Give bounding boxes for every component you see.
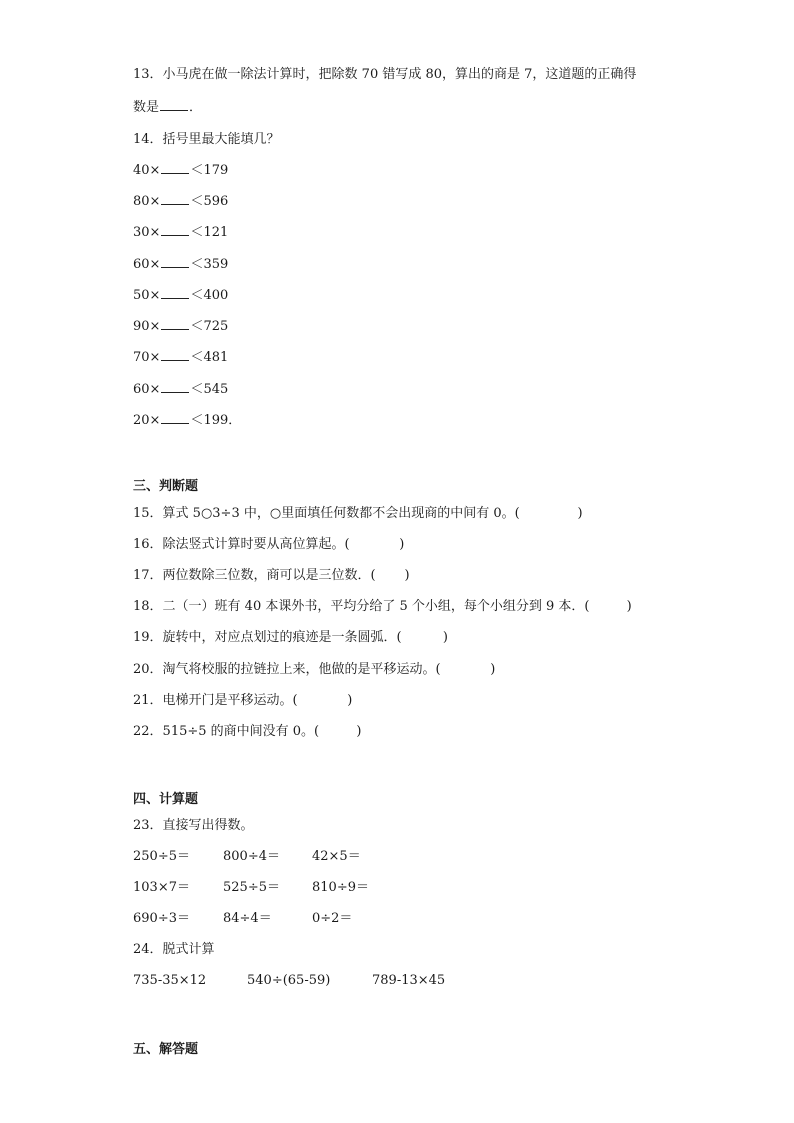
q13-line2-end: ．: [189, 100, 203, 115]
judgement-item[interactable]: 22．515÷5 的商中间没有 0。( ): [133, 724, 362, 739]
q14-row-right: ＜596: [190, 194, 229, 209]
answer-blank[interactable]: [161, 380, 189, 393]
calc-item: 250÷5＝: [133, 849, 190, 864]
q14-row: [133, 255, 228, 274]
q14-row-right: ＜199．: [190, 413, 242, 428]
answer-blank[interactable]: [161, 161, 189, 174]
expression-item: 735-35×12: [133, 973, 207, 988]
q14-row: [133, 223, 228, 242]
calc-item: 42×5＝: [312, 849, 361, 864]
expression-item: 789-13×45: [372, 973, 446, 988]
q14-row-left: 60×: [133, 257, 161, 272]
q14-row-right: ＜725: [190, 319, 229, 334]
q14-row-left: 30×: [133, 225, 161, 240]
answer-blank[interactable]: [161, 317, 189, 330]
q23-title: 23．直接写出得数。: [133, 818, 254, 833]
q14-row-right: ＜400: [190, 288, 229, 303]
q14-row-right: ＜481: [190, 350, 229, 365]
q14-row: [133, 348, 228, 367]
judgement-item[interactable]: 16．除法竖式计算时要从高位算起。( ): [133, 537, 405, 552]
q14-row: [133, 411, 241, 430]
judgement-item[interactable]: 20．淘气将校服的拉链拉上来，他做的是平移运动。( ): [133, 662, 496, 677]
calc-item: 690÷3＝: [133, 911, 190, 926]
answer-blank[interactable]: [161, 286, 189, 299]
q14-row: [133, 161, 228, 180]
q14-row-left: 70×: [133, 350, 161, 365]
q14-row-left: 60×: [133, 382, 161, 397]
section-title-judgement: 三、判断题: [133, 479, 199, 494]
q13-line1: 13．小马虎在做一除法计算时，把除数 70 错写成 80，算出的商是 7，这道题的正确得: [133, 67, 637, 82]
q14-row-left: 20×: [133, 413, 161, 428]
q14-row: [133, 317, 228, 336]
judgement-item[interactable]: 15．算式 5○3÷3 中，○里面填任何数都不会出现商的中间有 0。( ): [133, 506, 583, 521]
answer-blank[interactable]: [161, 411, 189, 424]
q14-row: [133, 192, 228, 211]
q14-row-left: 90×: [133, 319, 161, 334]
q14-row-right: ＜179: [190, 163, 229, 178]
answer-blank[interactable]: [161, 348, 189, 361]
calc-item: 800÷4＝: [223, 849, 280, 864]
q13-line2-text: 数是: [133, 100, 160, 115]
calc-item: 0÷2＝: [312, 911, 353, 926]
judgement-item[interactable]: 17．两位数除三位数，商可以是三位数．( ): [133, 568, 410, 583]
section-title-word-problems: 五、解答题: [133, 1042, 199, 1057]
judgement-item[interactable]: 21．电梯开门是平移运动。( ): [133, 693, 353, 708]
q13-line2: [133, 98, 202, 117]
q14-row-left: 80×: [133, 194, 161, 209]
section-title-calculation: 四、计算题: [133, 792, 199, 807]
q14-row-right: ＜121: [190, 225, 229, 240]
calc-item: 810÷9＝: [312, 880, 369, 895]
q14-row: [133, 380, 228, 399]
calc-item: 525÷5＝: [223, 880, 280, 895]
q14-row: [133, 286, 228, 305]
answer-blank[interactable]: [161, 255, 189, 268]
answer-blank[interactable]: [161, 223, 189, 236]
q24-title: 24．脱式计算: [133, 942, 215, 957]
q14-row-right: ＜545: [190, 382, 229, 397]
q14-title: 14．括号里最大能填几？: [133, 132, 280, 147]
q14-row-left: 50×: [133, 288, 161, 303]
q14-row-right: ＜359: [190, 257, 229, 272]
calc-item: 84÷4＝: [223, 911, 272, 926]
judgement-item[interactable]: 19．旋转中，对应点划过的痕迹是一条圆弧．( ): [133, 630, 449, 645]
judgement-item[interactable]: 18．二（一）班有 40 本课外书，平均分给了 5 个小组，每个小组分到 9 本．( ): [133, 599, 632, 614]
answer-blank[interactable]: [160, 98, 188, 111]
q14-row-left: 40×: [133, 163, 161, 178]
calc-item: 103×7＝: [133, 880, 190, 895]
answer-blank[interactable]: [161, 192, 189, 205]
expression-item: 540÷(65-59): [247, 973, 331, 988]
